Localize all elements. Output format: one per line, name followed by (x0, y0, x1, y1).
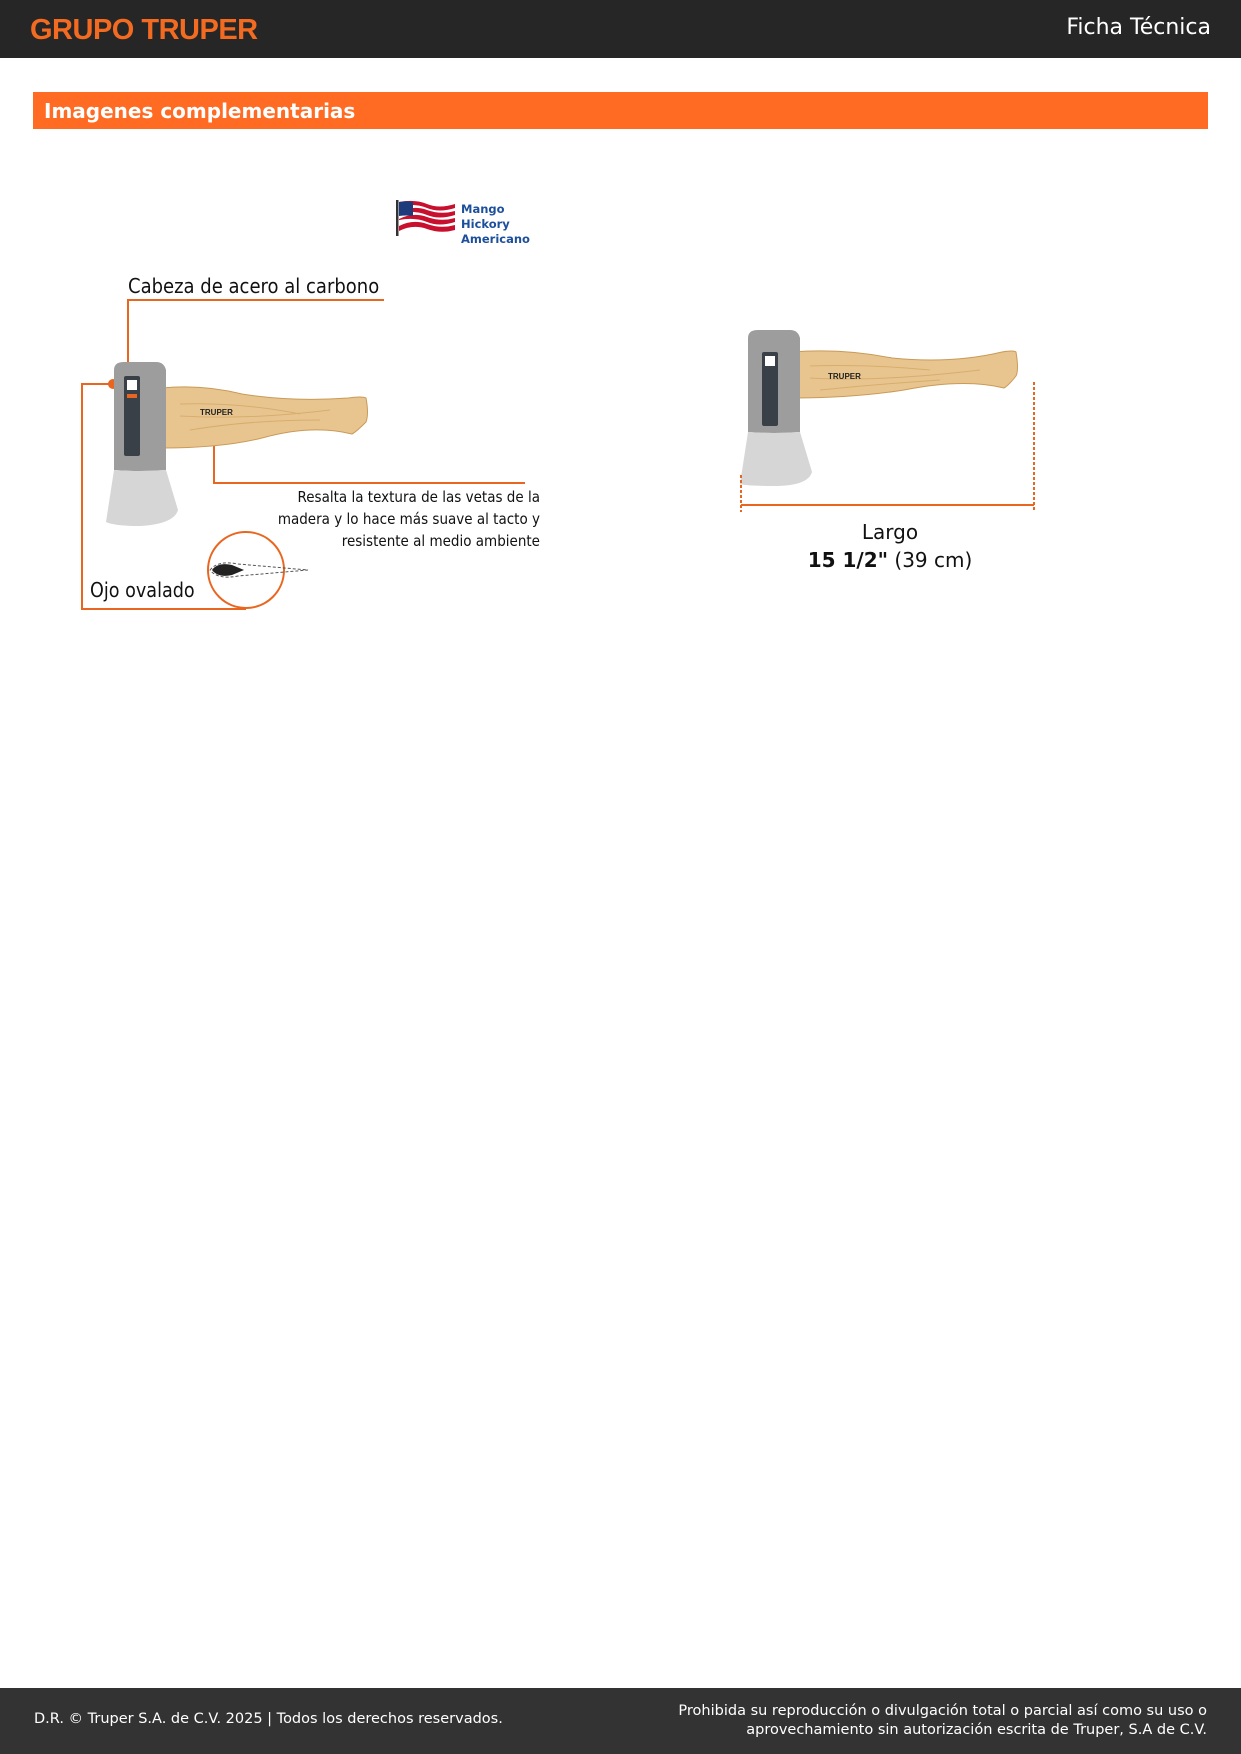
badge-line-3: Americano (461, 232, 530, 246)
axe-length-figure (730, 320, 1050, 590)
handle-logo: TRUPER (200, 408, 233, 417)
dimension-name: Largo (861, 520, 919, 544)
page-footer (0, 1688, 1241, 1754)
callout-carbon-steel-head: Cabeza de acero al carbono (128, 274, 380, 298)
us-flag-icon (396, 200, 455, 236)
handle-logo: TRUPER (828, 372, 861, 381)
callout-wood-grain: Resalta la textura de las vetas de la madera y lo hace más suave al tacto y resistente al medio ambiente (277, 488, 540, 550)
page-header (0, 0, 1241, 58)
brand-logo: GRUPO TRUPER (30, 14, 258, 46)
axe-diagram-left (70, 190, 540, 620)
annotated-axe-figure (70, 190, 540, 620)
hickory-badge (461, 202, 530, 247)
dimension-imperial: 15 1/2" (807, 548, 889, 572)
dimension-metric: (39 cm) (894, 548, 973, 572)
dimension-value (730, 548, 1050, 572)
copyright-text: D.R. © Truper S.A. de C.V. 2025 | Todos los derechos reservados. (34, 1711, 503, 1727)
axe-handle (162, 387, 368, 448)
callout-oval-eye: Ojo ovalado (90, 578, 195, 602)
section-title: Imagenes complementarias (44, 99, 356, 123)
sheet-title: Ficha Técnica (1066, 15, 1211, 40)
section-header (33, 92, 1208, 129)
disclaimer-text: Prohibida su reproducción o divulgación total o parcial así como su uso o aprovechamiento sin autorización escrita de Truper, S.A de C.V. (678, 1703, 1207, 1738)
badge-line-1: Mango (461, 202, 505, 216)
axe-handle (792, 351, 1018, 398)
badge-line-2: Hickory (461, 217, 510, 231)
